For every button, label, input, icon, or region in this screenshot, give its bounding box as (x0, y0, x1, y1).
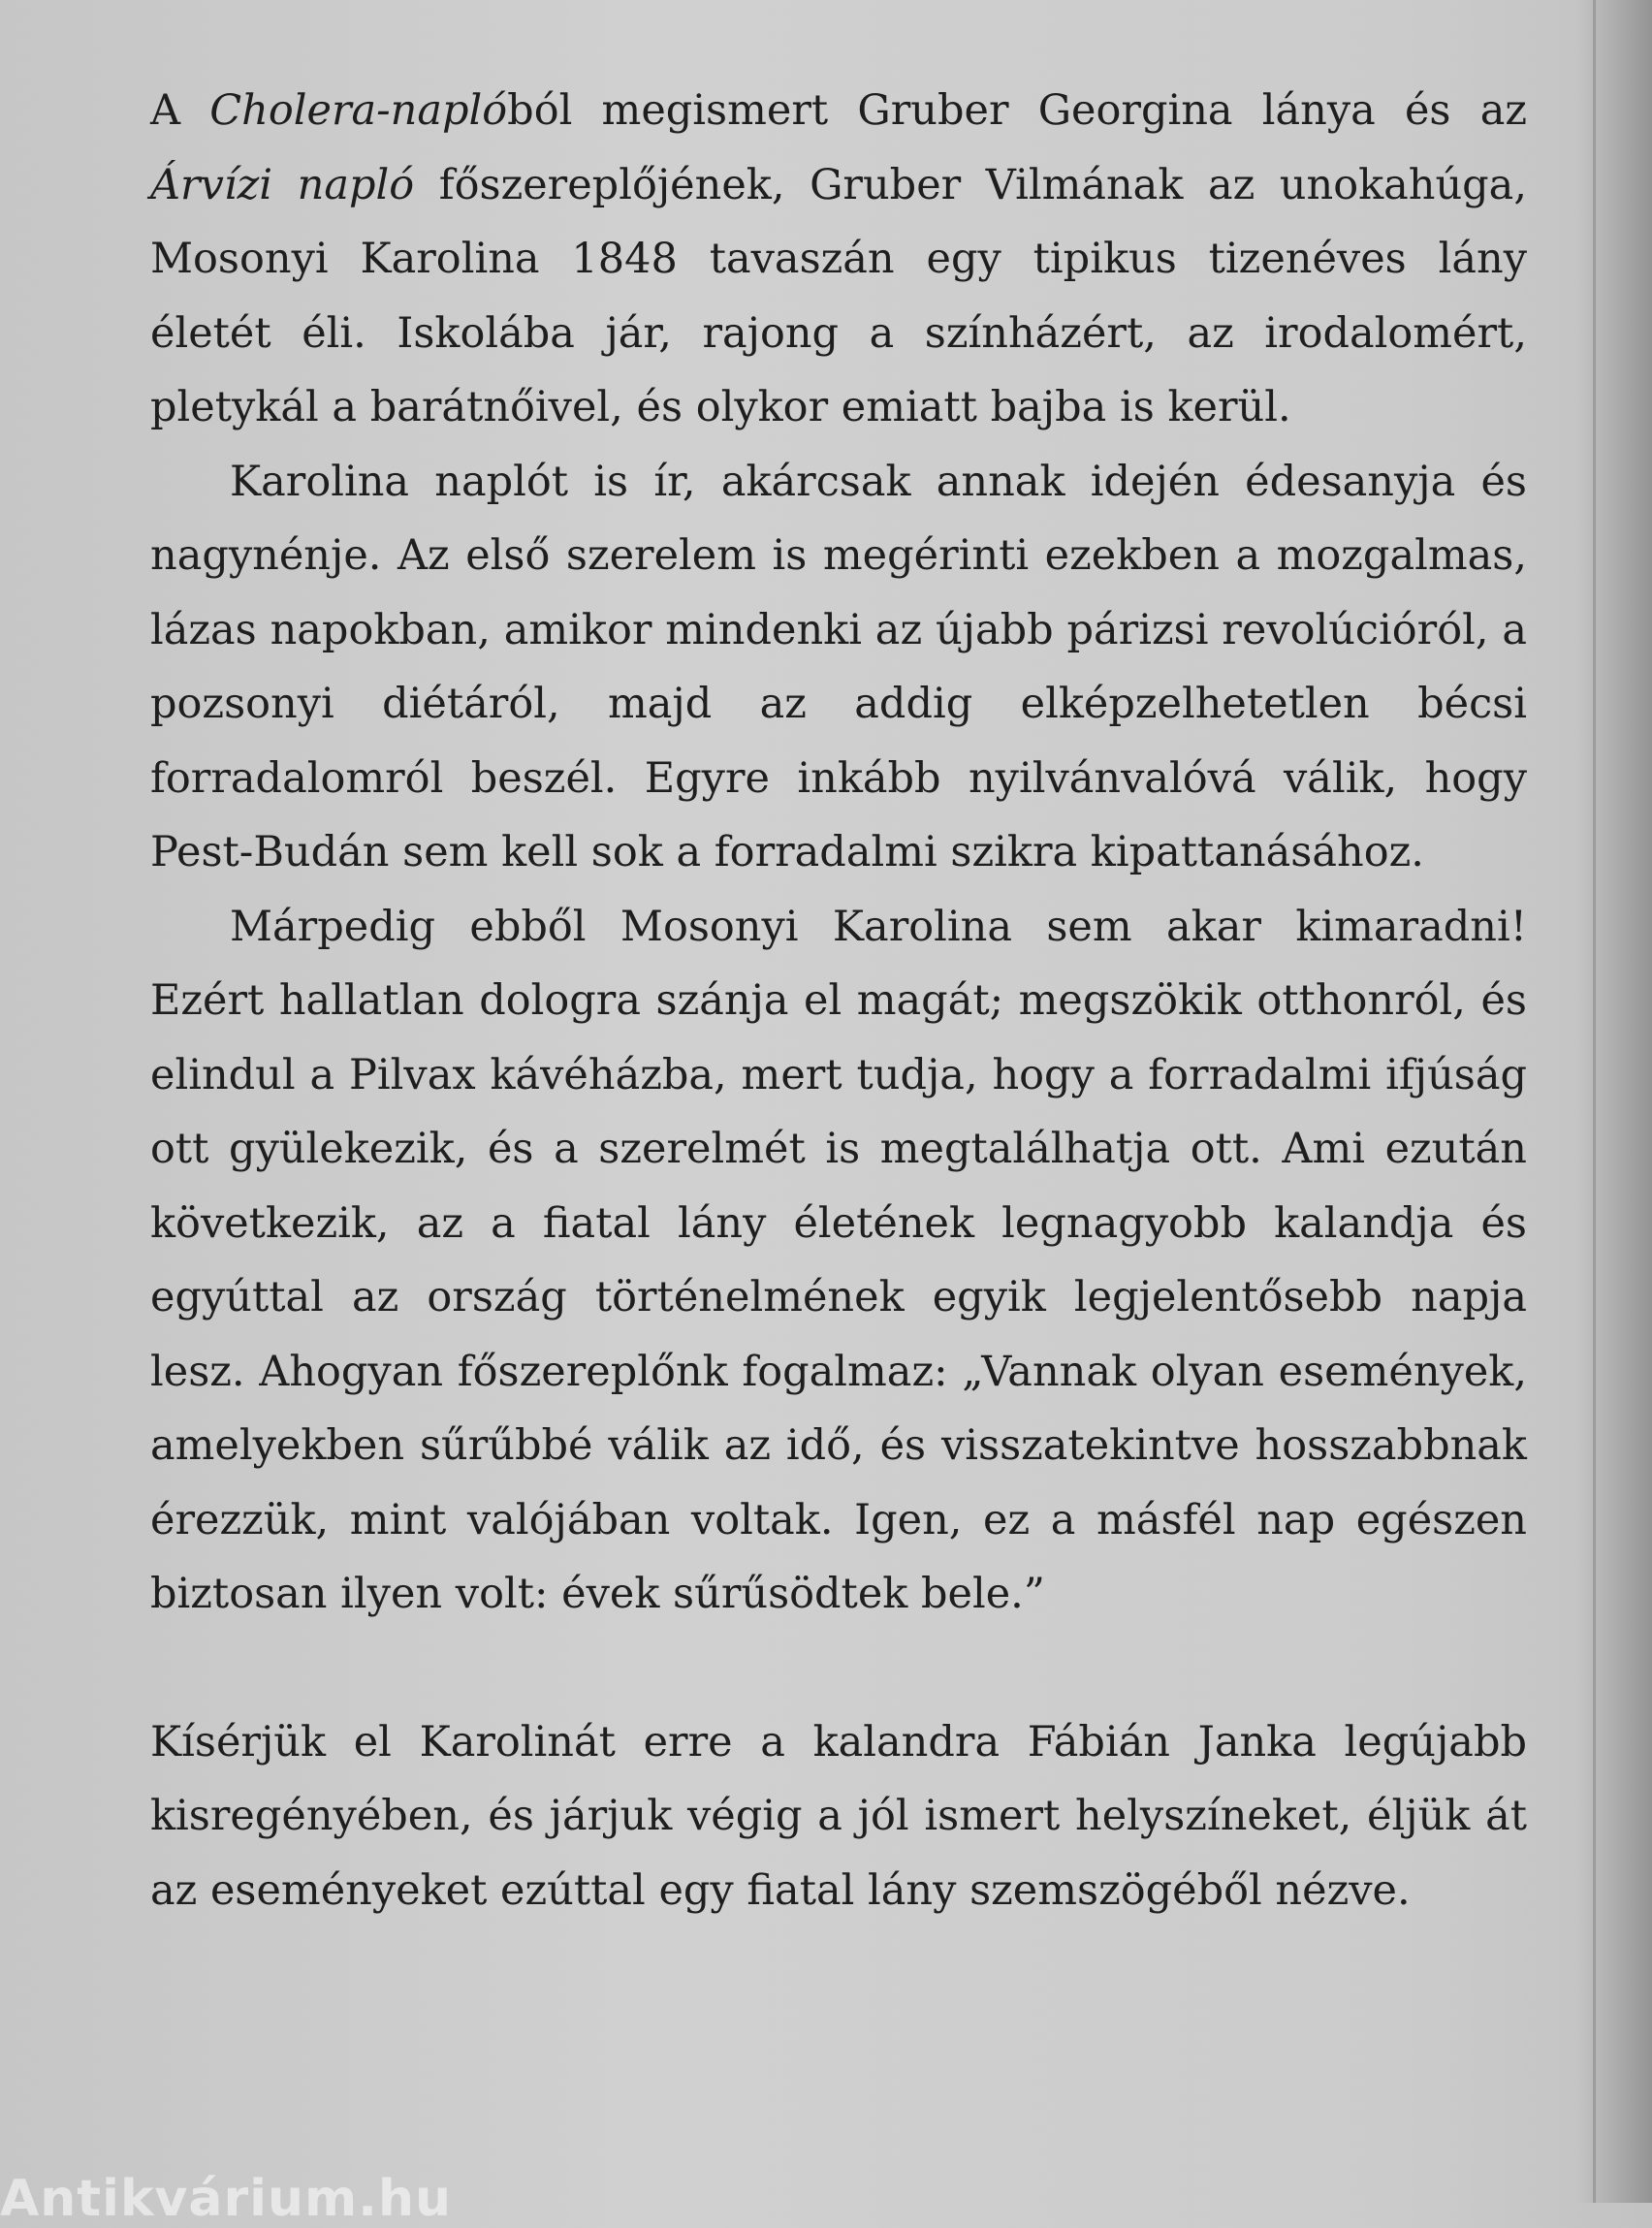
paragraph-pilvax (150, 890, 1527, 1632)
italic-title-arvizi-naplo: Árvízi napló (150, 160, 415, 209)
blurb-text (150, 74, 1527, 1927)
text-segment: Karolina naplót is ír, akárcsak annak idején édesanyja és nagynénje. Az első szerelem is megérinti ezekben a mozgalmas, lázas napokban, amikor mindenki az újabb párizsi revolúcióról, a pozsonyi diétáról, majd az addig elképzelhetetlen bécsi forradalomról beszél. Egyre inkább nyilvánvalóvá válik, hogy Pest-Budán sem kell sok a forradalmi szikra kipattanásához. (150, 457, 1527, 876)
italic-title-cholera-naplo: Cholera-napló (209, 86, 508, 135)
text-segment: Márpedig ebből Mosonyi Karolina sem akar kimaradni! Ezért hallatlan dologra szánja el magát; megszökik otthonról, és elindul a Pilvax kávéházba, mert tudja, hogy a forradalmi ifjúság ott gyülekezik, és a szerelmét is megtalálhatja ott. Ami ezután következik, az a fiatal lány életének legnagyobb kalandja és egyúttal az ország történelmének egyik legjelentősebb napja lesz. Ahogyan főszereplőnk fogalmaz: „Vannak olyan események, amelyekben sűrűbbé válik az idő, és visszatekintve hosszabbnak érezzük, mint valójában voltak. Igen, ez a másfél nap egészen biztosan ilyen volt: évek sűrűsödtek bele.” (150, 902, 1527, 1618)
watermark-text: Antikvárium.hu (0, 2170, 452, 2228)
text-segment: A (150, 86, 210, 135)
paragraph-closing (150, 1705, 1527, 1928)
text-segment: főszereplőjének, Gruber Vilmának az unokahúga, Mosonyi Karolina 1848 tavaszán egy tipikus tizenéves lány életét éli. Iskolába jár, rajong a színházért, az irodalomért, pletykál a barátnőivel, és olykor emiatt bajba is kerül. (150, 160, 1527, 431)
text-segment: Kísérjük el Karolinát erre a kalandra Fábián Janka legújabb kisregényében, és járjuk végig a jól ismert helyszíneket, éljük át az eseményeket ezúttal egy fiatal lány szemszögéből nézve. (150, 1717, 1527, 1915)
text-segment: ból megismert Gruber Georgina lánya és az (507, 86, 1527, 135)
paragraph-intro (150, 74, 1527, 445)
paragraph-diary (150, 445, 1527, 890)
spine-shadow (1576, 0, 1652, 2203)
